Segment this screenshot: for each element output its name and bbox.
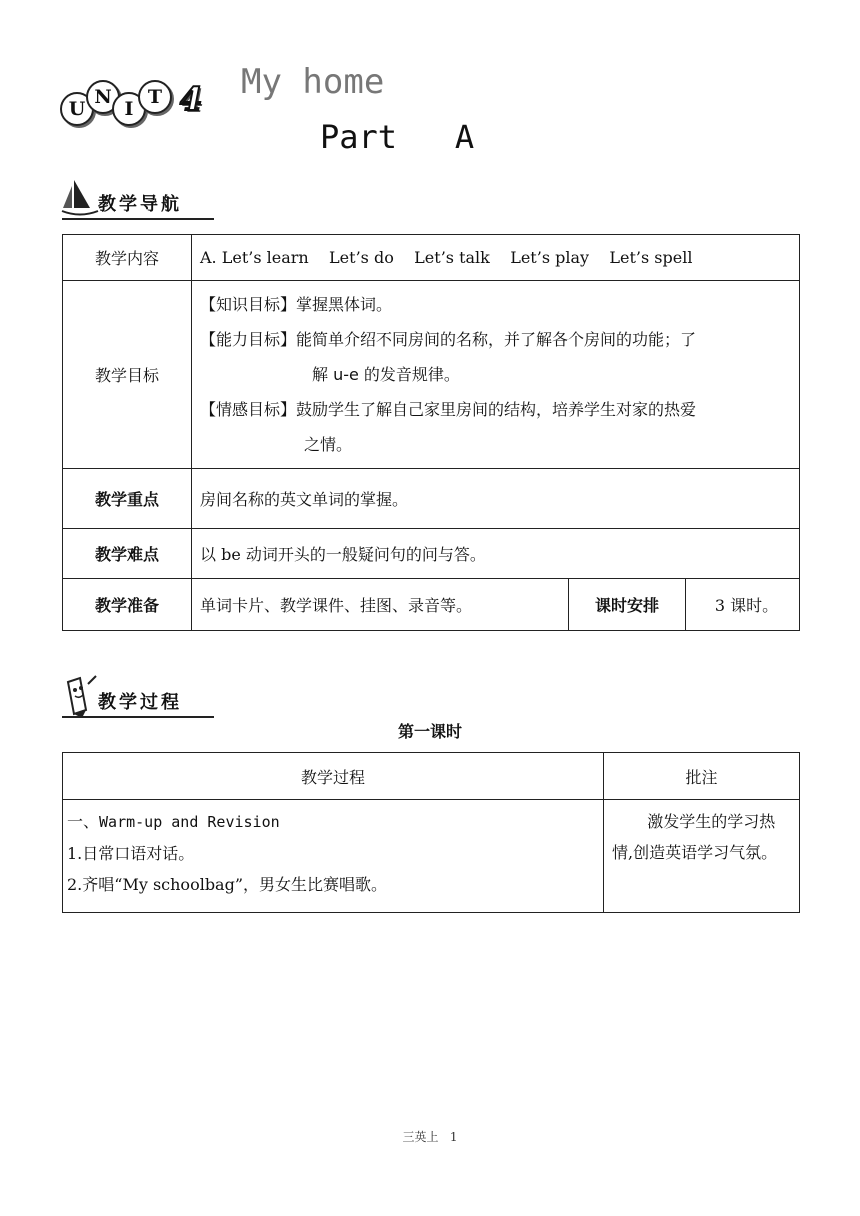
process-table [62,752,800,913]
table-row [63,469,800,529]
goals-label: 教学目标 [63,281,192,469]
part-title: Part A [320,118,475,156]
unit-letter-n: N [86,80,120,114]
heading-underline [62,716,214,718]
preparation-label: 教学准备 [63,579,192,631]
key-point-value: 房间名称的英文单词的掌握。 [192,469,800,529]
content-value: A. Let’s learn Let’s do Let’s talk Let’s play Let’s spell [192,235,800,281]
heading-underline [62,218,214,220]
unit-badge [60,82,210,126]
schedule-label: 课时安排 [569,579,686,631]
page-footer: 三英上 1 [402,1130,458,1144]
ability-goal-line1: 【能力目标】能简单介绍不同房间的名称，并了解各个房间的功能；了 [200,330,697,349]
step1-title: Warm-up and Revision [99,813,280,831]
emotion-goal-line1: 【情感目标】鼓励学生了解自己家里房间的结构，培养学生对家的热爱 [200,400,697,419]
section-heading-text: 教学过程 [98,692,182,713]
step1-prefix: 一、 [67,812,100,831]
table-row [63,235,800,281]
emotion-goal-line2: 之情。 [304,435,353,454]
difficulty-value: 以 be 动词开头的一般疑问句的问与答。 [192,529,800,579]
lesson-plan-table [62,234,800,631]
key-point-label: 教学重点 [63,469,192,529]
goals-cell [192,281,800,469]
unit-letter-i: I [112,92,146,126]
section-heading-navigation [60,176,220,222]
preparation-value: 单词卡片、教学课件、挂图、录音等。 [192,579,569,631]
content-label: 教学内容 [63,235,192,281]
sailboat-icon [60,176,100,220]
unit-number: 4 [180,80,203,118]
step1-item2: 2.齐唱“My schoolbag”，男女生比赛唱歌。 [67,875,388,894]
knowledge-goal: 【知识目标】掌握黑体词。 [200,295,393,314]
table-header-row [63,753,800,800]
notes-column-header: 批注 [604,753,800,800]
process-column-header: 教学过程 [63,753,604,800]
ability-goal-line2: 解 u-e 的发音规律。 [312,365,460,384]
table-row [63,800,800,913]
step1-item1: 1.日常口语对话。 [67,844,195,863]
unit-letter-u: U [60,92,94,126]
section-heading-process [60,674,220,720]
step1-heading [67,806,599,838]
difficulty-label: 教学难点 [63,529,192,579]
pencil-icon [60,674,100,718]
table-row [63,281,800,469]
section-heading-text: 教学导航 [98,194,182,215]
table-row [63,529,800,579]
lesson-title: 第一课时 [397,722,462,741]
schedule-value: 3 课时。 [686,579,800,631]
process-cell [63,800,604,913]
unit-title: My home [241,62,385,102]
table-row [63,579,800,631]
note-cell: 激发学生的学习热情,创造英语学习气氛。 [604,800,800,913]
unit-letter-t: T [138,80,172,114]
